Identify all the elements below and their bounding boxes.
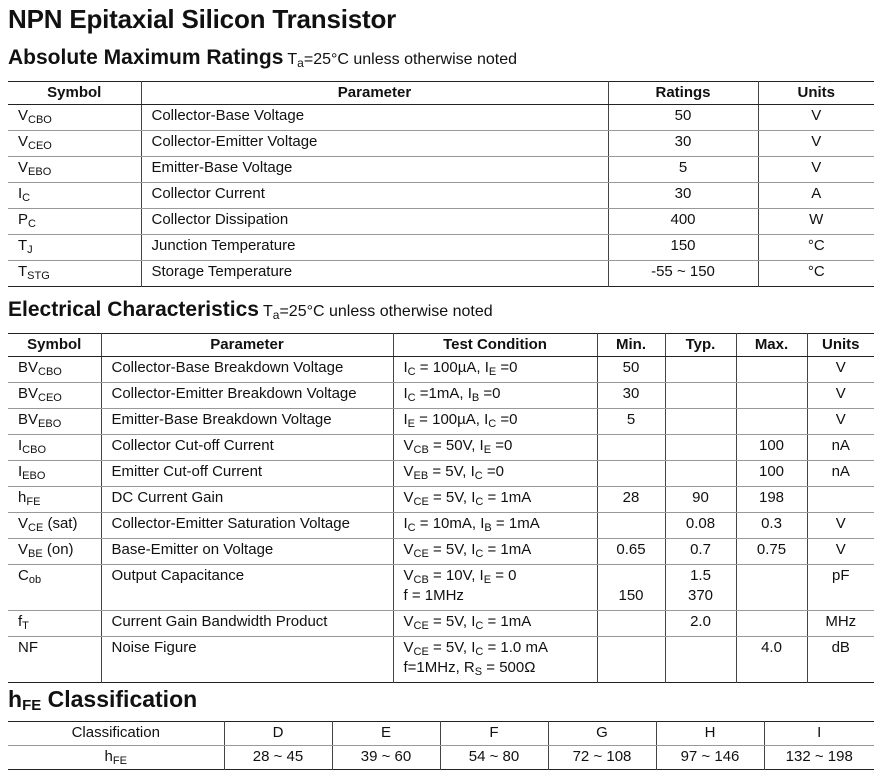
unit-cell: W [758, 209, 874, 235]
unit-cell: °C [758, 235, 874, 261]
typ-cell [665, 435, 736, 461]
min-cell: 50 [597, 357, 665, 383]
header-cell: Units [807, 334, 874, 357]
symbol-cell: $I_C$ [8, 183, 141, 209]
test-condition-cell: $V_{CE} = 5V$, $I_C = 1.0$ mA f=1MHz, $R_S = 500\Omega$ [393, 637, 597, 683]
classification-row [8, 722, 874, 746]
abs-max-table [8, 81, 874, 287]
table-row [8, 383, 874, 409]
parameter-cell: Collector-Emitter Saturation Voltage [101, 513, 393, 539]
test-condition-cell: $V_{EB} = 5V$, $I_C =0$ [393, 461, 597, 487]
min-cell [597, 637, 665, 683]
rating-cell: 30 [608, 131, 758, 157]
table-row [8, 105, 874, 131]
rating-cell: -55 ~ 150 [608, 261, 758, 287]
min-cell: 30 [597, 383, 665, 409]
hfe-label: $h_{FE}$ [104, 748, 127, 767]
typ-cell: 90 [665, 487, 736, 513]
page-title: NPN Epitaxial Silicon Transistor [8, 4, 397, 34]
elec-heading-text: Electrical Characteristics [8, 298, 259, 321]
parameter-cell: Junction Temperature [141, 235, 608, 261]
parameter-cell: Collector-Emitter Breakdown Voltage [101, 383, 393, 409]
unit-cell: V [758, 131, 874, 157]
symbol-cell: $V_{CBO}$ [8, 105, 141, 131]
min-cell: 28 [597, 487, 665, 513]
parameter-cell: Emitter-Base Breakdown Voltage [101, 409, 393, 435]
test-condition-cell: $I_C =1mA$, $I_B =0$ [393, 383, 597, 409]
symbol-cell: $BV_{CBO}$ [8, 357, 101, 383]
classification-label: Classification [8, 722, 224, 746]
header-cell: Typ. [665, 334, 736, 357]
class-cell: E [332, 722, 440, 746]
typ-cell [665, 409, 736, 435]
unit-cell: V [807, 357, 874, 383]
typ-cell [665, 383, 736, 409]
max-cell: 0.75 [736, 539, 807, 565]
table-row [8, 637, 874, 683]
table-row [8, 357, 874, 383]
rating-cell: 30 [608, 183, 758, 209]
max-cell [736, 565, 807, 611]
test-condition-cell: $I_C = 100\mu A$, $I_E =0$ [393, 357, 597, 383]
table-row [8, 461, 874, 487]
header-cell: Symbol [8, 334, 101, 357]
min-cell: 5 [597, 409, 665, 435]
table-row [8, 183, 874, 209]
symbol-cell: $h_{FE}$ [8, 487, 101, 513]
hfe-range-cell: 97 ~ 146 [656, 746, 764, 770]
max-cell [736, 409, 807, 435]
table-row [8, 209, 874, 235]
header-cell: Parameter [141, 82, 608, 105]
test-condition-cell: $V_{CB} = 50V$, $I_E =0$ [393, 435, 597, 461]
hfe-range-cell: 39 ~ 60 [332, 746, 440, 770]
typ-cell: 0.7 [665, 539, 736, 565]
abs-max-note: $T_a=25^\circ C$ unless otherwise noted [287, 51, 518, 70]
max-cell: 4.0 [736, 637, 807, 683]
hfe-range-cell: 54 ~ 80 [440, 746, 548, 770]
table-row [8, 487, 874, 513]
symbol-cell: $T_{STG}$ [18, 263, 50, 282]
test-condition-cell: $V_{CB} = 10V$, $I_E = 0$ f = 1MHz [393, 565, 597, 611]
unit-cell: dB [807, 637, 874, 683]
abs-max-heading [8, 46, 517, 70]
symbol-cell: NF [18, 639, 38, 656]
parameter-cell: Current Gain Bandwidth Product [101, 611, 393, 637]
symbol-cell: $V_{BE}$ (on) [8, 539, 101, 565]
symbol-cell: $BV_{EBO}$ [8, 409, 101, 435]
min-cell [597, 611, 665, 637]
header-cell: Ratings [608, 82, 758, 105]
hfe-class-table [8, 721, 874, 770]
test-condition-cell: $I_C = 10mA$, $I_B = 1mA$ [393, 513, 597, 539]
test-condition-cell: $I_E = 100\mu A$, $I_C =0$ [393, 409, 597, 435]
symbol-cell: $T_J$ [8, 235, 141, 261]
class-cell: D [224, 722, 332, 746]
header-cell: Min. [597, 334, 665, 357]
symbol-cell: $V_{CEO}$ [8, 131, 141, 157]
parameter-cell: Emitter-Base Voltage [141, 157, 608, 183]
unit-cell: V [807, 383, 874, 409]
class-cell: I [764, 722, 874, 746]
parameter-cell: Collector Cut-off Current [101, 435, 393, 461]
symbol-cell: $I_{EBO}$ [8, 461, 101, 487]
table-row [8, 539, 874, 565]
unit-cell: °C [758, 261, 874, 287]
unit-cell: A [758, 183, 874, 209]
typ-cell: 0.08 [665, 513, 736, 539]
max-cell: 100 [736, 435, 807, 461]
table-row [8, 435, 874, 461]
symbol-cell: $V_{EBO}$ [8, 157, 141, 183]
unit-cell: V [758, 157, 874, 183]
unit-cell: V [758, 105, 874, 131]
hfe-class-heading: $h_{FE}$ Classification [8, 686, 198, 714]
table-row [8, 157, 874, 183]
unit-cell: V [807, 513, 874, 539]
typ-cell [665, 357, 736, 383]
max-cell [736, 383, 807, 409]
test-condition-cell: $V_{CE} = 5V$, $I_C = 1mA$ [393, 487, 597, 513]
elec-table [8, 333, 874, 683]
min-cell: 0.65 [597, 539, 665, 565]
rating-cell: 5 [608, 157, 758, 183]
hfe-range-cell: 72 ~ 108 [548, 746, 656, 770]
parameter-cell: Collector-Base Voltage [141, 105, 608, 131]
symbol-cell: $C_{ob}$ [8, 565, 101, 611]
header-cell: Test Condition [393, 334, 597, 357]
max-cell: 0.3 [736, 513, 807, 539]
unit-cell: MHz [807, 611, 874, 637]
max-cell [736, 357, 807, 383]
unit-cell: pF [807, 565, 874, 611]
symbol-cell: $f_T$ [8, 611, 101, 637]
table-row [8, 513, 874, 539]
parameter-cell: DC Current Gain [101, 487, 393, 513]
rating-cell: 400 [608, 209, 758, 235]
parameter-cell: Collector Current [141, 183, 608, 209]
symbol-cell: $I_{CBO}$ [8, 435, 101, 461]
parameter-cell: Emitter Cut-off Current [101, 461, 393, 487]
test-condition-cell: $V_{CE} = 5V$, $I_C = 1mA$ [393, 539, 597, 565]
rating-cell: 50 [608, 105, 758, 131]
parameter-cell: Output Capacitance [101, 565, 393, 611]
symbol-cell: $BV_{CEO}$ [8, 383, 101, 409]
header-cell: Symbol [8, 82, 141, 105]
class-cell: F [440, 722, 548, 746]
header-cell: Max. [736, 334, 807, 357]
table-row [8, 565, 874, 611]
parameter-cell: Base-Emitter on Voltage [101, 539, 393, 565]
unit-cell: nA [807, 435, 874, 461]
max-cell: 198 [736, 487, 807, 513]
hfe-range-row [8, 746, 874, 770]
table-row [8, 409, 874, 435]
parameter-cell: Storage Temperature [141, 261, 608, 287]
table-row [8, 235, 874, 261]
class-cell: G [548, 722, 656, 746]
min-cell [597, 461, 665, 487]
symbol-cell: $P_C$ [8, 209, 141, 235]
max-cell: 100 [736, 461, 807, 487]
min-cell [597, 513, 665, 539]
unit-cell [807, 487, 874, 513]
test-condition-cell: $V_{CE} = 5V$, $I_C = 1mA$ [393, 611, 597, 637]
table-row [8, 131, 874, 157]
parameter-cell: Collector Dissipation [141, 209, 608, 235]
elec-heading [8, 298, 493, 322]
header-cell: Parameter [101, 334, 393, 357]
typ-cell [665, 637, 736, 683]
class-cell: H [656, 722, 764, 746]
symbol-cell: $V_{CE}$ (sat) [8, 513, 101, 539]
typ-cell: 2.0 [665, 611, 736, 637]
typ-cell [665, 461, 736, 487]
typ-cell: 1.5 370 [665, 565, 736, 611]
unit-cell: nA [807, 461, 874, 487]
table-row [8, 611, 874, 637]
parameter-cell: Collector-Base Breakdown Voltage [101, 357, 393, 383]
elec-note: $T_a=25^\circ C$ unless otherwise noted [262, 303, 493, 322]
rating-cell: 150 [608, 235, 758, 261]
hfe-range-cell: 132 ~ 198 [764, 746, 874, 770]
hfe-range-cell: 28 ~ 45 [224, 746, 332, 770]
abs-max-heading-text: Absolute Maximum Ratings [8, 46, 284, 69]
unit-cell: V [807, 539, 874, 565]
table-row [8, 261, 874, 287]
max-cell [736, 611, 807, 637]
parameter-cell: Noise Figure [101, 637, 393, 683]
parameter-cell: Collector-Emitter Voltage [141, 131, 608, 157]
unit-cell: V [807, 409, 874, 435]
min-cell [597, 435, 665, 461]
header-cell: Units [758, 82, 874, 105]
min-cell: 150 [597, 565, 665, 611]
